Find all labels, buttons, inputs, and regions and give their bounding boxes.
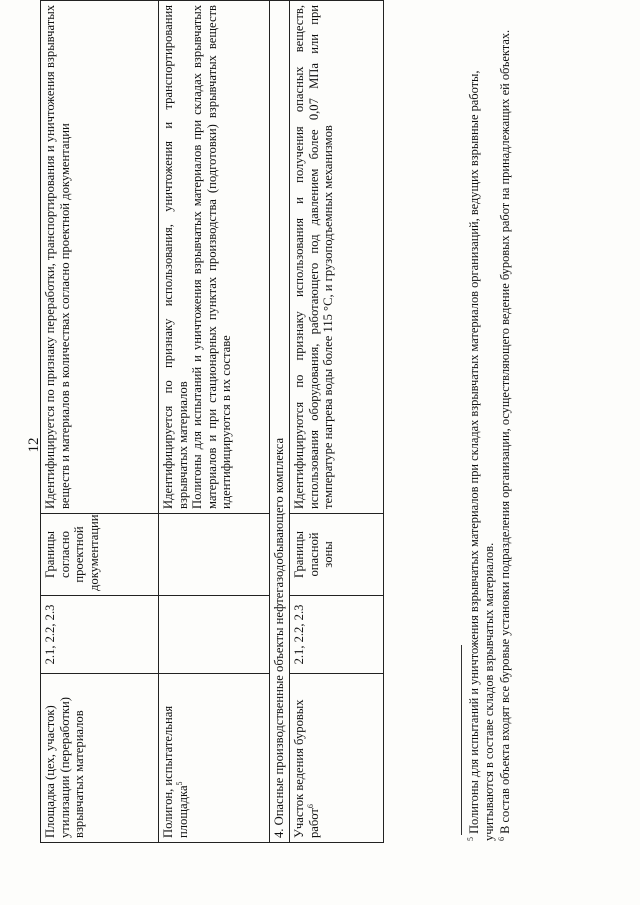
- footnote-mark: 5: [465, 837, 475, 841]
- object-name-text: Участок ведения буровых работ: [292, 699, 321, 838]
- description-cell: Идентифицируется по признаку переработки, транспортирования и уничтожения взрывчатых веществ и материалов в количествах согласно проектной документации: [41, 1, 159, 514]
- section-heading-row: [270, 1, 290, 843]
- hazard-objects-table: [40, 0, 384, 843]
- section-heading: 4. Опасные производственные объекты нефтегазодобывающего комплекса: [270, 1, 290, 843]
- footnote-text: В состав объекта входят все буровые установки подразделения организации, осуществляющего ведение буровых работ на принадлежащих ей объектах.: [497, 29, 512, 834]
- footnote-ref: 6: [305, 804, 315, 809]
- footnote-ref: 5: [174, 781, 184, 786]
- page-number: 12: [26, 437, 42, 453]
- footnote: [467, 21, 498, 841]
- footnote: [498, 21, 513, 841]
- object-name-text: Полигон, испытательная площадка: [161, 705, 190, 838]
- criteria-cell: 2.1, 2.2, 2.3: [290, 596, 384, 674]
- table-row: [290, 1, 384, 843]
- boundaries-cell: Границы опасной зоны: [290, 514, 384, 596]
- description-note: Полигоны для испытаний и уничтожения взрывчатых материалов при складах взрывчатых материалов и при стационарных пунктах производства (подготовки) взрывчатых веществ идентифицируются в их составе: [190, 5, 234, 509]
- boundaries-cell: Границы согласно проектной документации: [41, 514, 159, 596]
- description-text: Идентифицируется по признаку использования, уничтожения и транспортирования взрывчатых материалов: [161, 5, 190, 509]
- description-cell: [159, 1, 270, 514]
- footnotes: [467, 21, 513, 841]
- object-name-cell: [290, 674, 384, 843]
- object-name-cell: Площадка (цех, участок) утилизации (переработки) взрывчатых материалов: [41, 674, 159, 843]
- criteria-cell: [159, 596, 270, 674]
- footnote-mark: 6: [496, 837, 506, 841]
- description-cell: Идентифицируются по признаку использования и получения опасных веществ, использования оборудования, работающего под давлением более 0,07 МПа или при температуре нагрева воды более 115 °С, и грузоподъемных механизмов: [290, 1, 384, 514]
- table-row: [41, 1, 159, 843]
- table-row: [159, 1, 270, 843]
- object-name-cell: [159, 674, 270, 843]
- boundaries-cell: [159, 514, 270, 596]
- footnote-text: Полигоны для испытаний и уничтожения взрывчатых материалов при складах взрывчатых материалов организаций, ведущих взрывные работы, учитываются в составе складов взрывчатых материалов.: [467, 70, 497, 841]
- criteria-cell: 2.1, 2.2, 2.3: [41, 596, 159, 674]
- footnote-separator: [461, 645, 462, 835]
